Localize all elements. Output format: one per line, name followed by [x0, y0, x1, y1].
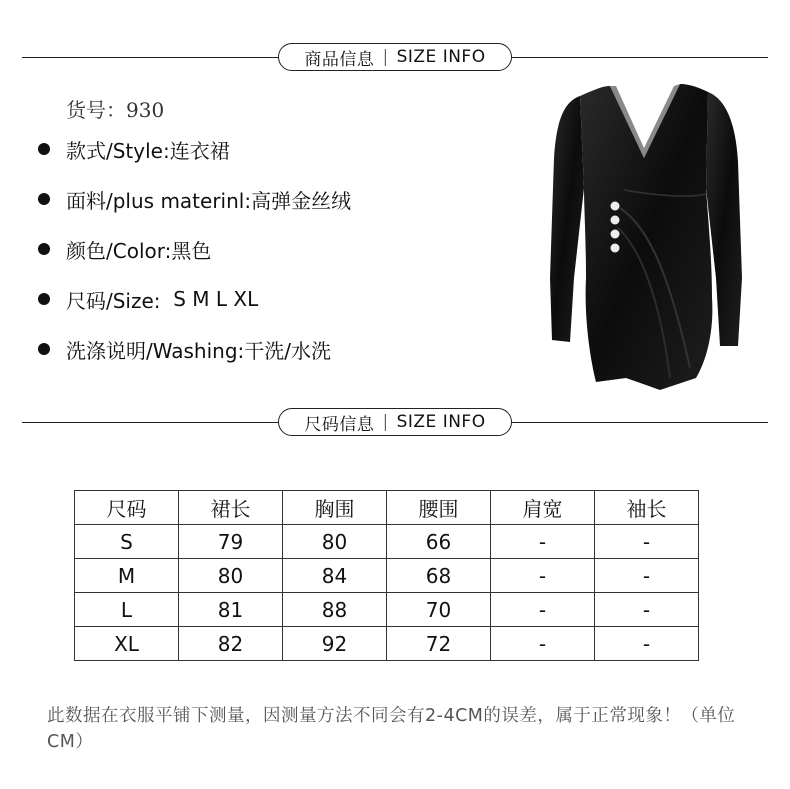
- spec-color: [38, 224, 351, 274]
- table-cell: -: [491, 627, 595, 661]
- pearl-button-icon: [611, 244, 620, 253]
- title-cn: 尺码信息: [304, 414, 375, 435]
- table-cell: 70: [387, 593, 491, 627]
- spec-fabric: [38, 174, 351, 224]
- title-en: SIZE INFO: [396, 412, 486, 432]
- size-info-title: [278, 408, 512, 436]
- table-header-cell: 肩宽: [491, 491, 595, 525]
- article-number: 货号：930: [66, 98, 165, 122]
- spec-list: [38, 124, 351, 374]
- table-header-cell: 尺码: [75, 491, 179, 525]
- table-cell: 66: [387, 525, 491, 559]
- pearl-button-icon: [611, 216, 620, 225]
- table-cell: 68: [387, 559, 491, 593]
- table-cell: -: [491, 559, 595, 593]
- table-cell: M: [75, 559, 179, 593]
- spec-value: 连衣裙: [169, 138, 230, 163]
- title-cn: 商品信息: [304, 49, 375, 70]
- table-row: [75, 525, 699, 559]
- table-cell: 79: [179, 525, 283, 559]
- table-cell: -: [595, 525, 699, 559]
- dress-product-image: [540, 78, 750, 398]
- table-cell: -: [491, 525, 595, 559]
- bullet-icon: [38, 143, 50, 155]
- table-row: [75, 593, 699, 627]
- table-header-cell: 裙长: [179, 491, 283, 525]
- spec-label: 款式/Style:: [66, 138, 170, 163]
- size-table: [74, 490, 699, 661]
- spec-value: S M L XL: [173, 287, 259, 311]
- bullet-icon: [38, 343, 50, 355]
- title-separator: |: [382, 412, 389, 432]
- table-header-row: [75, 491, 699, 525]
- table-cell: -: [595, 627, 699, 661]
- table-cell: XL: [75, 627, 179, 661]
- spec-label: 面料/plus materinl:: [66, 188, 252, 213]
- table-cell: L: [75, 593, 179, 627]
- table-cell: 80: [283, 525, 387, 559]
- bullet-icon: [38, 293, 50, 305]
- table-header-cell: 胸围: [283, 491, 387, 525]
- header-divider-left: [22, 57, 280, 58]
- table-cell: -: [595, 593, 699, 627]
- table-cell: -: [595, 559, 699, 593]
- table-cell: 80: [179, 559, 283, 593]
- table-header-cell: 腰围: [387, 491, 491, 525]
- spec-value: 高弹金丝绒: [251, 188, 352, 213]
- table-cell: S: [75, 525, 179, 559]
- spec-value: 黑色: [171, 238, 212, 263]
- product-info-title: [278, 43, 512, 71]
- pearl-button-icon: [611, 202, 620, 211]
- table-cell: 84: [283, 559, 387, 593]
- table-cell: 81: [179, 593, 283, 627]
- product-info-header: [0, 43, 790, 73]
- table-cell: 82: [179, 627, 283, 661]
- bullet-icon: [38, 243, 50, 255]
- title-separator: |: [382, 47, 389, 67]
- table-header-cell: 袖长: [595, 491, 699, 525]
- table-cell: -: [491, 593, 595, 627]
- header-divider-right: [510, 57, 768, 58]
- pearl-button-icon: [611, 230, 620, 239]
- title-en: SIZE INFO: [396, 47, 486, 67]
- measurement-note: 此数据在衣服平铺下测量，因测量方法不同会有2-4CM的误差，属于正常现象！（单位CM）: [47, 706, 736, 752]
- spec-size: [38, 274, 351, 324]
- table-row: [75, 627, 699, 661]
- table-row: [75, 559, 699, 593]
- header-divider-right: [510, 422, 768, 423]
- table-cell: 72: [387, 627, 491, 661]
- spec-label: 颜色/Color:: [66, 238, 172, 263]
- size-info-header: [0, 408, 790, 438]
- spec-style: [38, 124, 351, 174]
- table-cell: 88: [283, 593, 387, 627]
- spec-washing: [38, 324, 351, 374]
- bullet-icon: [38, 193, 50, 205]
- spec-label: 尺码/Size:: [66, 288, 174, 313]
- spec-label: 洗涤说明/Washing:: [66, 338, 245, 363]
- spec-value: 干洗/水洗: [244, 338, 332, 363]
- header-divider-left: [22, 422, 280, 423]
- table-cell: 92: [283, 627, 387, 661]
